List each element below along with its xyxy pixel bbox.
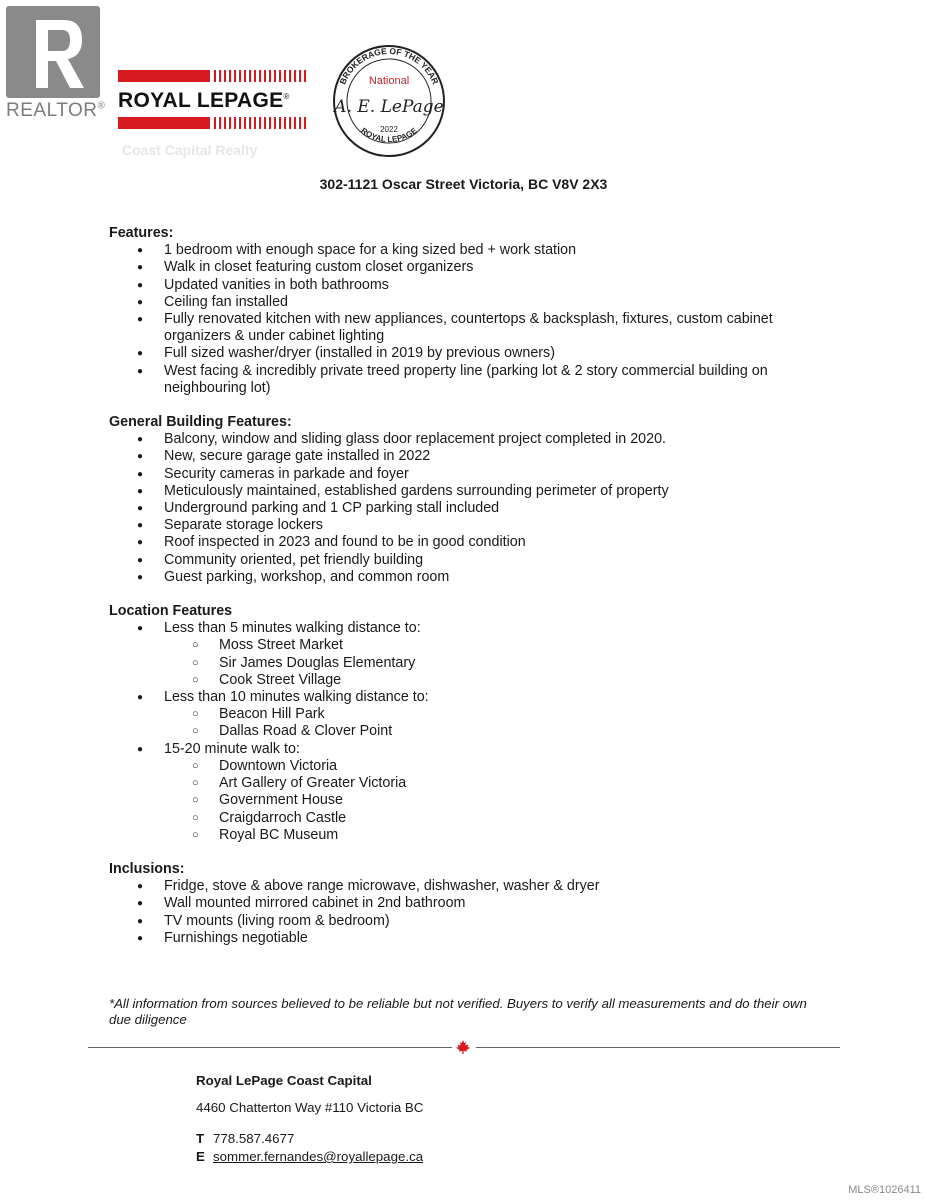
sub-list-item: ○ Government House [164,792,829,809]
building-heading: General Building Features: [109,414,292,431]
sub-list-item: ○ Royal BC Museum [164,827,829,844]
location-group-label: Less than 5 minutes walking distance to: [164,620,421,637]
location-group [109,741,829,844]
location-group-label: Less than 10 minutes walking distance to: [164,689,429,706]
location-heading: Location Features [109,603,233,620]
seal-top-arc: BROKERAGE OF THE YEAR [337,45,441,86]
list-item: ● Roof inspected in 2023 and found to be in good condition [109,534,829,551]
list-item: ● Separate storage lockers [109,517,829,534]
brokerage-name: Coast Capital Realty [122,142,258,158]
features-heading: Features: [109,225,174,241]
seal-year: 2022 [380,125,398,134]
list-item: ● Meticulously maintained, established gardens surrounding perimeter of property [109,483,829,500]
sub-list-item: ○ Moss Street Market [164,637,829,654]
royal-lepage-wordmark: ROYAL LEPAGE® [118,89,290,112]
footer-address: 4460 Chatterton Way #110 Victoria BC [196,1100,424,1115]
inclusions-section [109,861,829,947]
email-link[interactable]: sommer.fernandes@royallepage.ca [213,1149,424,1164]
maple-leaf-icon [456,1040,470,1054]
features-section [109,225,829,397]
realtor-logo [6,6,100,98]
location-list [109,620,829,844]
seal-bottom-arc: ROYAL LEPAGE [359,126,419,145]
location-group [109,620,829,689]
divider-right [476,1047,840,1048]
list-item: ● Security cameras in parkade and foyer [109,466,829,483]
location-sublist [164,637,829,689]
list-item: ● Updated vanities in both bathrooms [109,277,829,294]
logo-stripes [214,70,308,82]
list-item: ● Guest parking, workshop, and common room [109,569,829,586]
list-item: ● TV mounts (living room & bedroom) [109,913,829,930]
seal-national: National [368,75,410,87]
sub-list-item: ○ Dallas Road & Clover Point [164,723,829,740]
inclusions-list [109,878,829,947]
mls-number: MLS®1026411 [848,1184,921,1196]
list-item: ● Wall mounted mirrored cabinet in 2nd bathroom [109,895,829,912]
list-item: ● Underground parking and 1 CP parking stall included [109,500,829,517]
list-item: ● Fully renovated kitchen with new appliances, countertops & backsplash, fixtures, custom cabinet organizers & under cabinet lighting [109,311,829,345]
email-label: E [196,1149,205,1164]
logo-red-bar-lower [118,117,210,129]
divider-left [88,1047,452,1048]
features-list [109,242,829,397]
phone-label: T [196,1131,205,1146]
building-section [109,414,829,586]
sub-list-item: ○ Cook Street Village [164,672,829,689]
realtor-wordmark: REALTOR® [6,100,106,121]
disclaimer: *All information from sources believed to be reliable but not verified. Buyers to verify all measurements and do their own due diligence [109,996,807,1027]
location-group [109,689,829,741]
building-list [109,431,829,586]
list-item: ● 1 bedroom with enough space for a king sized bed + work station [109,242,829,259]
location-group-label: 15-20 minute walk to: [164,740,300,757]
location-sublist [164,758,829,844]
sub-list-item: ○ Sir James Douglas Elementary [164,655,829,672]
list-item: ● Full sized washer/dryer (installed in 2019 by previous owners) [109,345,829,362]
realtor-r-icon [6,6,100,98]
logo-red-bar [118,70,210,82]
footer-email-row [196,1149,423,1164]
list-item: ● Community oriented, pet friendly building [109,552,829,569]
sub-list-item: ○ Beacon Hill Park [164,706,829,723]
list-item: ● Ceiling fan installed [109,294,829,311]
sub-list-item: ○ Craigdarroch Castle [164,810,829,827]
list-item: ● Furnishings negotiable [109,930,829,947]
location-section [109,603,829,844]
seal-signature: A. E. LePage [334,97,444,117]
footer-phone-row [196,1131,294,1146]
property-address-title: 302-1121 Oscar Street Victoria, BC V8V 2X3 [319,176,608,192]
location-sublist [164,706,829,740]
inclusions-heading: Inclusions: [109,860,185,877]
list-item: ● West facing & incredibly private treed property line (parking lot & 2 story commercial building on neighbouring lot) [109,363,829,397]
sub-list-item: ○ Downtown Victoria [164,758,829,775]
phone-number[interactable]: 778.587.4677 [213,1131,295,1146]
list-item: ● Walk in closet featuring custom closet organizers [109,259,829,276]
list-item: ● New, secure garage gate installed in 2022 [109,448,829,465]
list-item: ● Fridge, stove & above range microwave, dishwasher, washer & dryer [109,878,829,895]
list-item: ● Balcony, window and sliding glass door replacement project completed in 2020. [109,431,829,448]
document-body [109,225,829,964]
brokerage-of-the-year-seal [332,44,446,158]
logo-stripes-lower [214,117,308,129]
footer-company: Royal LePage Coast Capital [196,1073,372,1088]
royal-lepage-logo [118,70,313,160]
sub-list-item: ○ Art Gallery of Greater Victoria [164,775,829,792]
